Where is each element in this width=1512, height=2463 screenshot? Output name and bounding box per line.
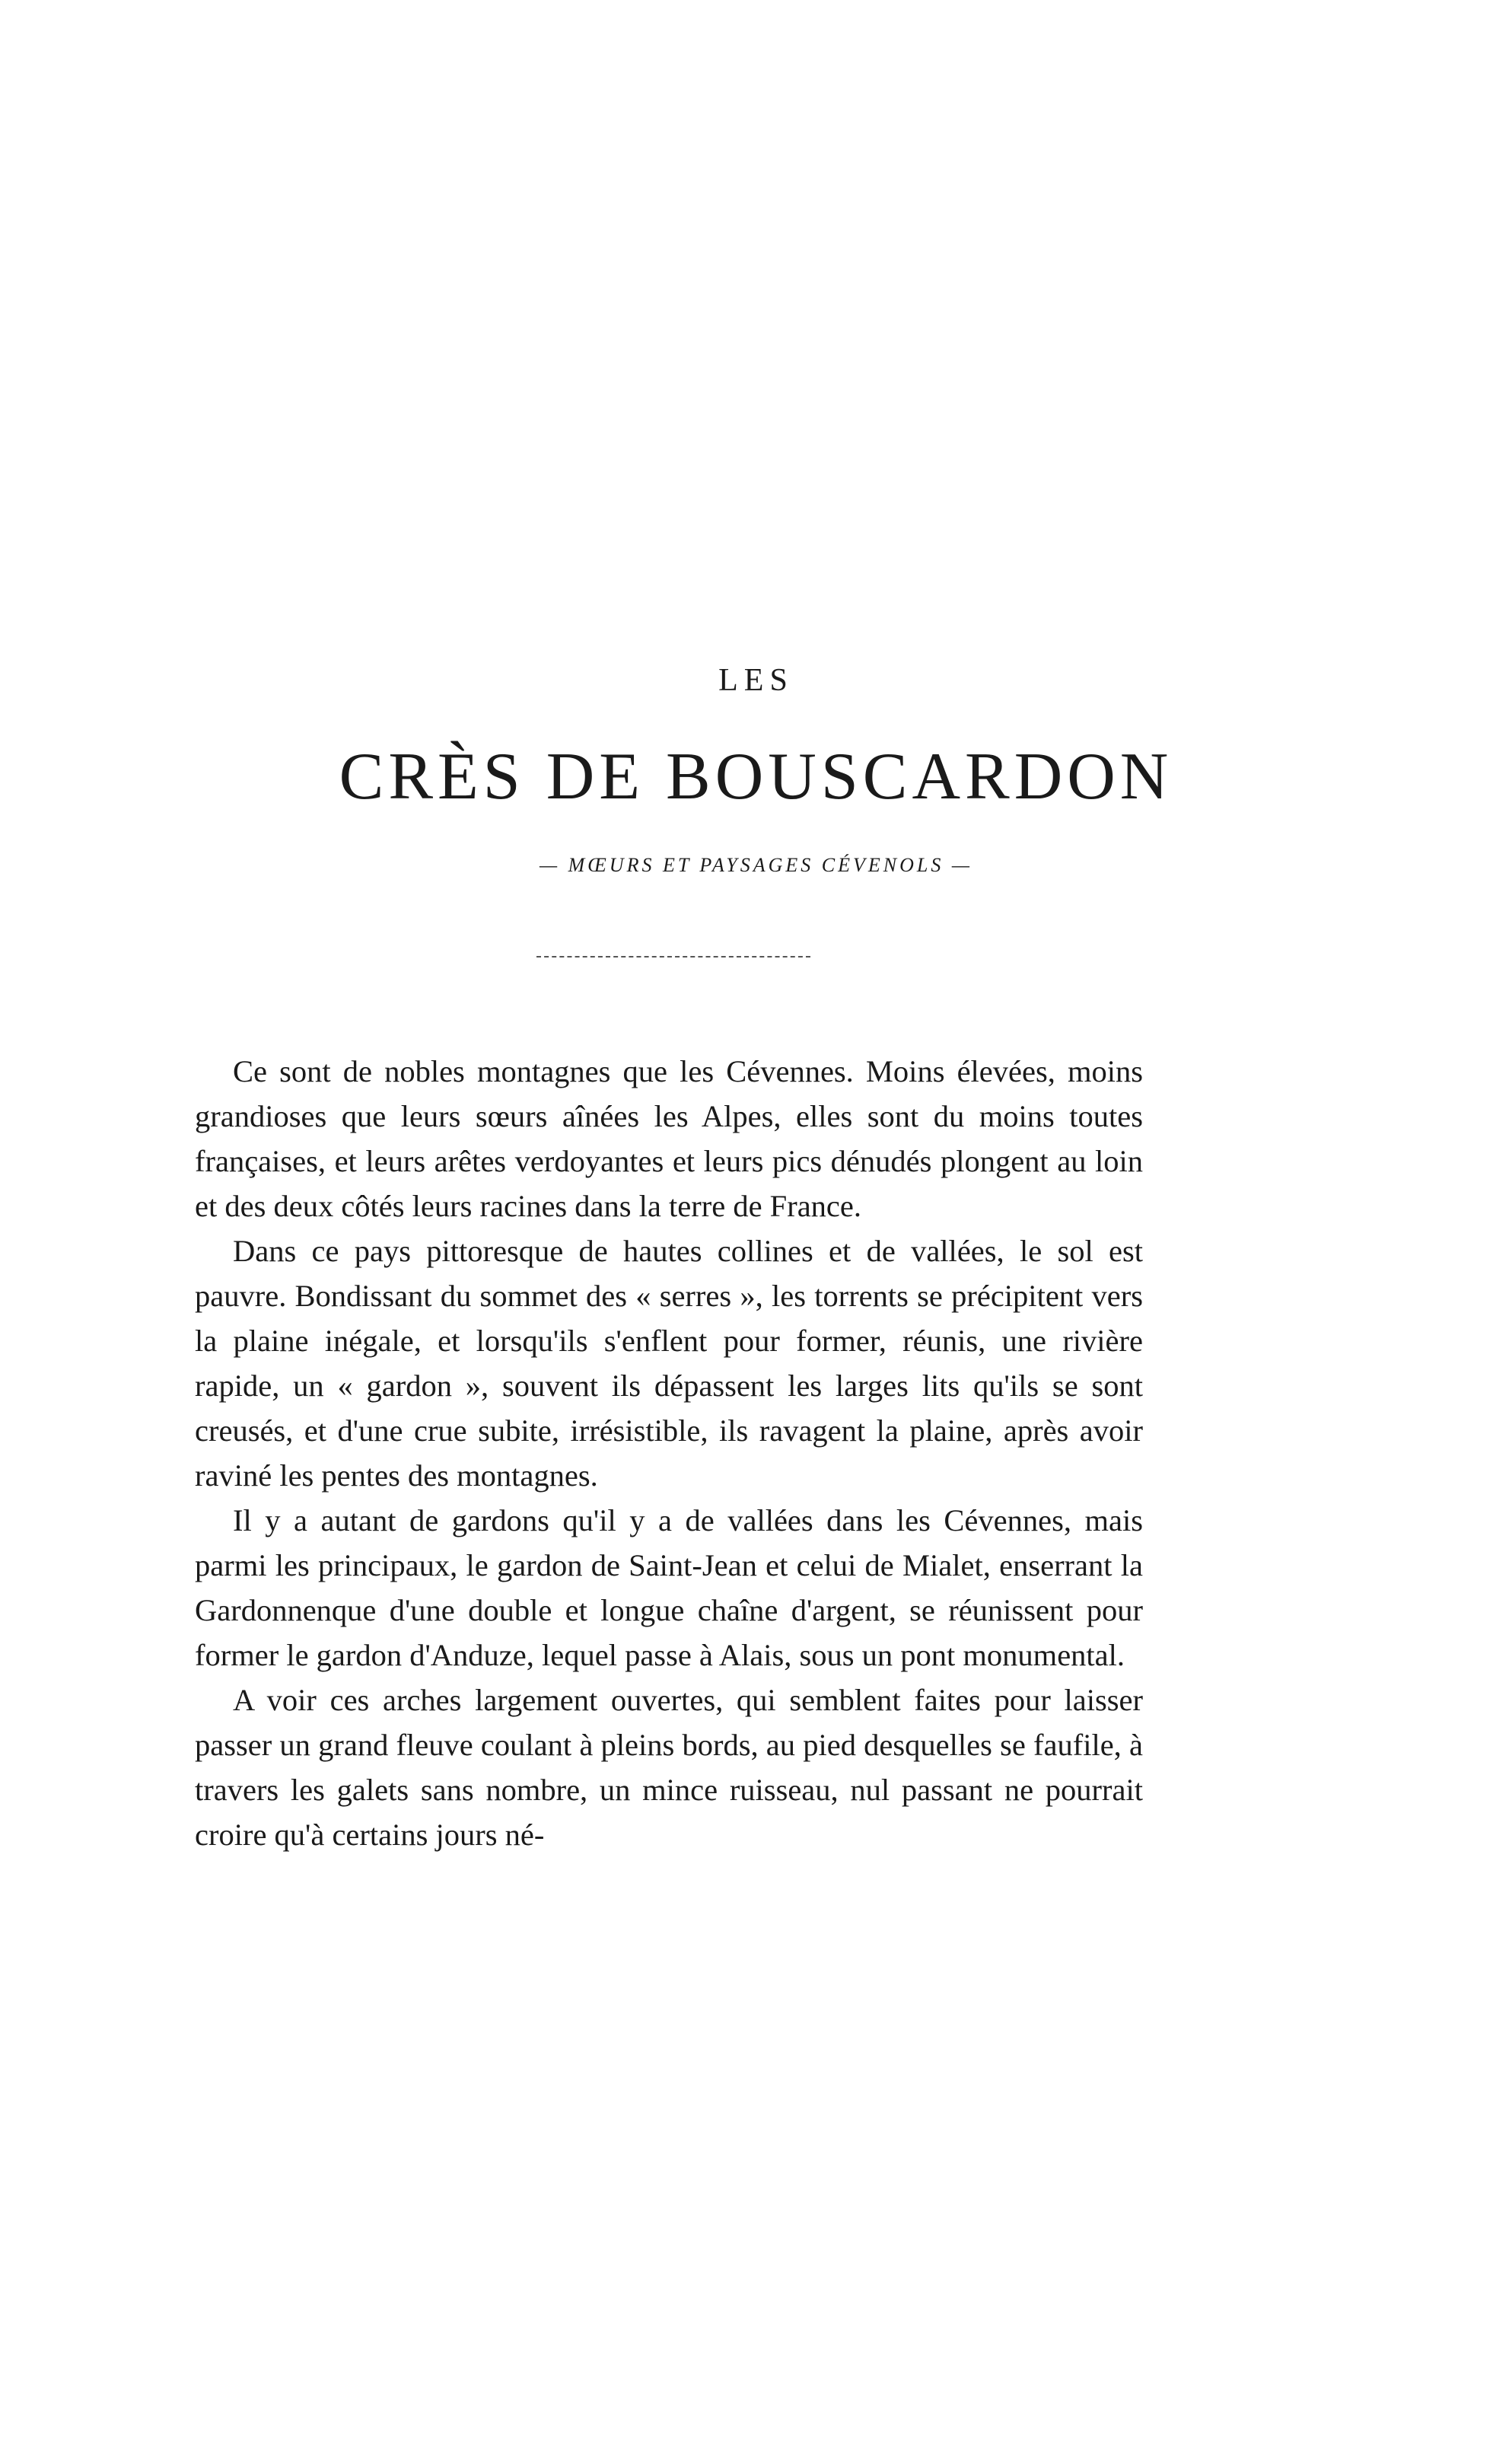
paragraph-4: A voir ces arches largement ouvertes, qui semblent faites pour laisser passer un grand fleuve coulant à pleins bords, au pied desquelles se faufile, à travers les galets sans nombre, un mince ruisseau, nul passant ne pourrait croire qu'à certains jours né-: [195, 1683, 1143, 1852]
chapter-title: CRÈS DE BOUSCARDON: [339, 740, 1173, 814]
paragraph-1: Ce sont de nobles montagnes que les Cévennes. Moins élevées, moins grandioses que leurs sœurs aînées les Alpes, elles sont du moins toutes françaises, et leurs arêtes verdoyantes et leurs pics dénudés plongent au loin et des deux côtés leurs racines dans la terre de France.: [195, 1054, 1143, 1223]
body-text: [195, 1049, 1143, 1857]
paragraph-3: Il y a autant de gardons qu'il y a de vallées dans les Cévennes, mais parmi les principaux, le gardon de Saint-Jean et celui de Mialet, enserrant la Gardonnenque d'une double et longue chaîne d'argent, se réunissent pour former le gardon d'Anduze, lequel passe à Alais, sous un pont monumental.: [195, 1503, 1143, 1672]
paragraph-2: Dans ce pays pittoresque de hautes collines et de vallées, le sol est pauvre. Bondissant du sommet des « serres », les torrents se précipitent vers la plaine inégale, et lorsqu'ils s'enflent pour former, réunis, une rivière rapide, un « gardon », souvent ils dépassent les larges lits qu'ils se sont creusés, et d'une crue subite, irrésistible, ils ravagent la plaine, après avoir raviné les pentes des montagnes.: [195, 1234, 1143, 1493]
section-divider: [536, 956, 810, 957]
pre-title: LES: [718, 663, 794, 698]
chapter-subtitle: — MŒURS ET PAYSAGES CÉVENOLS —: [539, 854, 972, 876]
